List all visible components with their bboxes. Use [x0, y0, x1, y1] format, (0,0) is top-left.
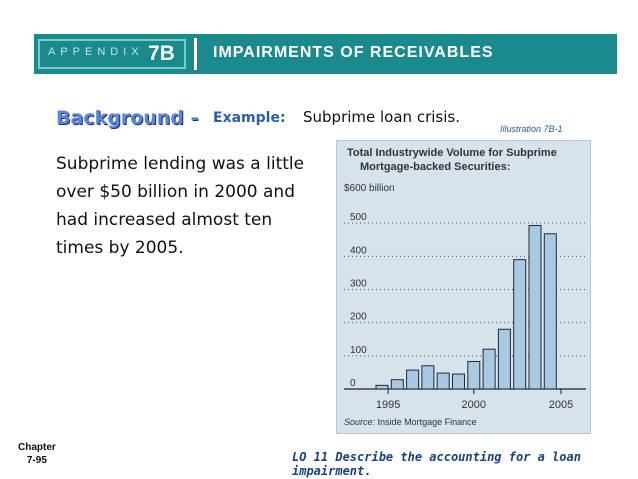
bar	[514, 260, 526, 389]
y-tick-label: 400	[350, 245, 367, 257]
x-tick-label: 2005	[548, 399, 574, 411]
bar	[453, 374, 465, 389]
example-text: Subprime loan crisis.	[303, 108, 460, 126]
x-tick-label: 1995	[375, 399, 401, 411]
source-text: Inside Mortgage Finance	[377, 417, 477, 427]
bar	[437, 373, 449, 389]
bar	[468, 361, 480, 389]
learning-objective: LO 11 Describe the accounting for a loan impairment.	[292, 450, 581, 478]
bar	[498, 329, 510, 389]
chapter-word: Chapter	[18, 442, 56, 453]
appendix-label: APPENDIX	[48, 46, 144, 58]
x-tick-label: 2000	[461, 399, 487, 411]
bar	[391, 380, 403, 389]
bar	[422, 366, 434, 389]
bar	[376, 385, 388, 389]
bar	[407, 370, 419, 389]
y-tick-label: 300	[350, 278, 367, 290]
example-label: Example:	[213, 110, 286, 126]
chart-source	[344, 417, 477, 427]
bar	[544, 234, 556, 389]
background-heading: Background -	[56, 107, 199, 129]
page-title: IMPAIRMENTS OF RECEIVABLES	[213, 44, 494, 61]
chapter-number: 7-95	[26, 455, 47, 466]
bar	[529, 225, 541, 389]
y-tick-label: 0	[350, 378, 356, 389]
bar	[483, 349, 495, 389]
chapter-label	[18, 441, 56, 467]
illustration-label: Illustration 7B-1	[500, 124, 563, 134]
chart-title-line2: Mortgage-backed Securities:	[360, 161, 511, 173]
body-paragraph: Subprime lending was a little over $50 billion in 2000 and had increased almost ten times by 2005.	[56, 154, 305, 258]
y-tick-label: 200	[350, 311, 367, 323]
source-label: Source:	[344, 417, 376, 427]
y-tick-label: 100	[350, 344, 367, 356]
y-tick-label: 500	[350, 212, 367, 224]
unit-label: $600 billion	[344, 183, 395, 194]
appendix-number: 7B	[148, 42, 175, 65]
chart-title-line1: Total Industrywide Volume for Subprime	[347, 147, 557, 159]
